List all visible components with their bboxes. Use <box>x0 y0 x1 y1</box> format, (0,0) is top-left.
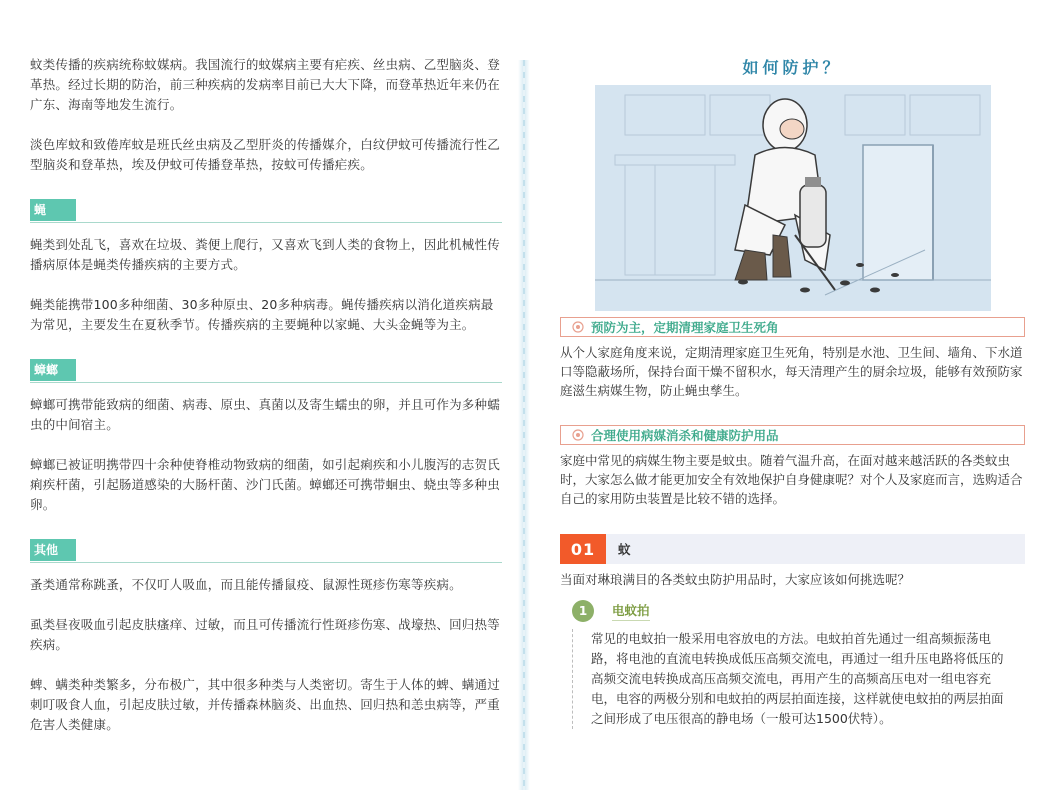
prevention-section-2 <box>560 425 1025 508</box>
page-title: 如何防护？ <box>742 58 843 77</box>
cockroach-paragraph-1: 蟑螂可携带能致病的细菌、病毒、原虫、真菌以及寄生蠕虫的卵，并且可作为多种蠕虫的中间宿主。 <box>30 397 500 432</box>
subheading-clean-corners: 预防为主，定期清理家庭卫生死角 <box>591 320 779 335</box>
section-header-other <box>30 539 502 561</box>
point-1-header <box>572 599 1025 623</box>
point-number-circle: 1 <box>572 600 594 622</box>
prevention-section-1 <box>560 317 1025 400</box>
fly-paragraph-1: 蝇类到处乱飞，喜欢在垃圾、粪便上爬行，又喜欢飞到人类的食物上，因此机械性传播病原体是蝇类传播疾病的主要方式。 <box>30 237 500 272</box>
louse-paragraph: 虱类昼夜吸血引起皮肤瘙痒、过敏，而且可传播流行性斑疹伤寒、战壕热、回归热等疾病。 <box>30 617 500 652</box>
mosquito-product-question: 当面对琳琅满目的各类蚊虫防护用品时，大家应该如何挑选呢？ <box>560 572 911 587</box>
left-column <box>30 55 502 735</box>
target-icon <box>571 320 585 334</box>
clean-corners-paragraph: 从个人家庭角度来说，定期清理家庭卫生死角，特别是水池、卫生间、墙角、下水道口等隐蔽场所，保持台面干燥不留积水，每天清理产生的厨余垃圾，能够有效预防家庭滋生病媒生物，防止蝇虫孳生。 <box>560 345 1023 398</box>
column-divider <box>518 60 530 790</box>
protective-products-paragraph: 家庭中常见的病媒生物主要是蚊虫。随着气温升高，在面对越来越活跃的各类蚊虫时，大家怎么做才能更加安全有效地保护自身健康呢？对个人及家庭而言，选购适合自己的家用防虫装置是比较不错的选择。 <box>560 453 1023 506</box>
mosquito-intro-paragraph: 蚊类传播的疾病统称蚊媒病。我国流行的蚊媒病主要有疟疾、丝虫病、乙型脑炎、登革热。经过长期的防治，前三种疾病的发病率目前已大大下降，而登革热近年来仍在广东、海南等地发生流行。 <box>30 57 500 112</box>
pest-control-illustration <box>595 85 991 311</box>
item-number-badge: 01 <box>560 534 606 564</box>
target-icon <box>571 428 585 442</box>
subheading-protective-products: 合理使用病媒消杀和健康防护用品 <box>591 428 779 443</box>
section-tag-cockroach: 蟑螂 <box>30 359 76 381</box>
point-label-electric-swatter: 电蚊拍 <box>612 601 650 621</box>
mosquito-vectors-paragraph: 淡色库蚊和致倦库蚊是班氏丝虫病及乙型肝炎的传播媒介，白纹伊蚊可传播流行性乙型脑炎和登革热，埃及伊蚊可传播登革热，按蚊可传播疟疾。 <box>30 137 500 172</box>
item-number-bar <box>560 534 1025 564</box>
section-tag-fly: 蝇 <box>30 199 76 221</box>
section-header-fly <box>30 199 502 221</box>
subheading-box-2 <box>560 425 1025 445</box>
item-label-mosquito: 蚊 <box>618 542 631 557</box>
right-column <box>560 55 1025 726</box>
electric-swatter-description <box>572 629 1012 729</box>
electric-swatter-text: 常见的电蚊拍一般采用电容放电的方法。电蚊拍首先通过一组高频振荡电路，将电池的直流电转换成低压高频交流电，再通过一组升压电路将低压的高频交流电转换成高压高频交流电，再用产生的高频高压电对一组电容充电，电容的两极分别和电蚊拍的两层拍面连接，这样就使电蚊拍的两层拍面之间形成了电压很高的静电场（一般可达1500伏特）。 <box>591 631 1004 726</box>
section-divider <box>30 222 502 223</box>
fly-paragraph-2: 蝇类能携带100多种细菌、30多种原虫、20多种病毒。蝇传播疾病以消化道疾病最为常见，主要发生在夏秋季节。传播疾病的主要蝇种以家蝇、大头金蝇等为主。 <box>30 297 494 332</box>
section-tag-other: 其他 <box>30 539 76 561</box>
tick-mite-paragraph: 蜱、螨类种类繁多，分布极广，其中很多种类与人类密切。寄生于人体的蜱、螨通过刺叮吸食人血，引起皮肤过敏，并传播森林脑炎、出血热、回归热和恙虫病等，严重危害人类健康。 <box>30 677 500 732</box>
section-header-cockroach <box>30 359 502 381</box>
item-01-section <box>560 534 1025 729</box>
section-divider <box>30 562 502 563</box>
section-divider <box>30 382 502 383</box>
cockroach-paragraph-2: 蟑螂已被证明携带四十余种使脊椎动物致病的细菌，如引起痢疾和小儿腹泻的志贺氏痢疾杆菌，引起肠道感染的大肠杆菌、沙门氏菌。蟑螂还可携带蛔虫、蛲虫等多种虫卵。 <box>30 457 500 512</box>
flea-paragraph: 蚤类通常称跳蚤，不仅叮人吸血，而且能传播鼠疫、鼠源性斑疹伤寒等疾病。 <box>30 577 462 592</box>
subheading-box-1 <box>560 317 1025 337</box>
